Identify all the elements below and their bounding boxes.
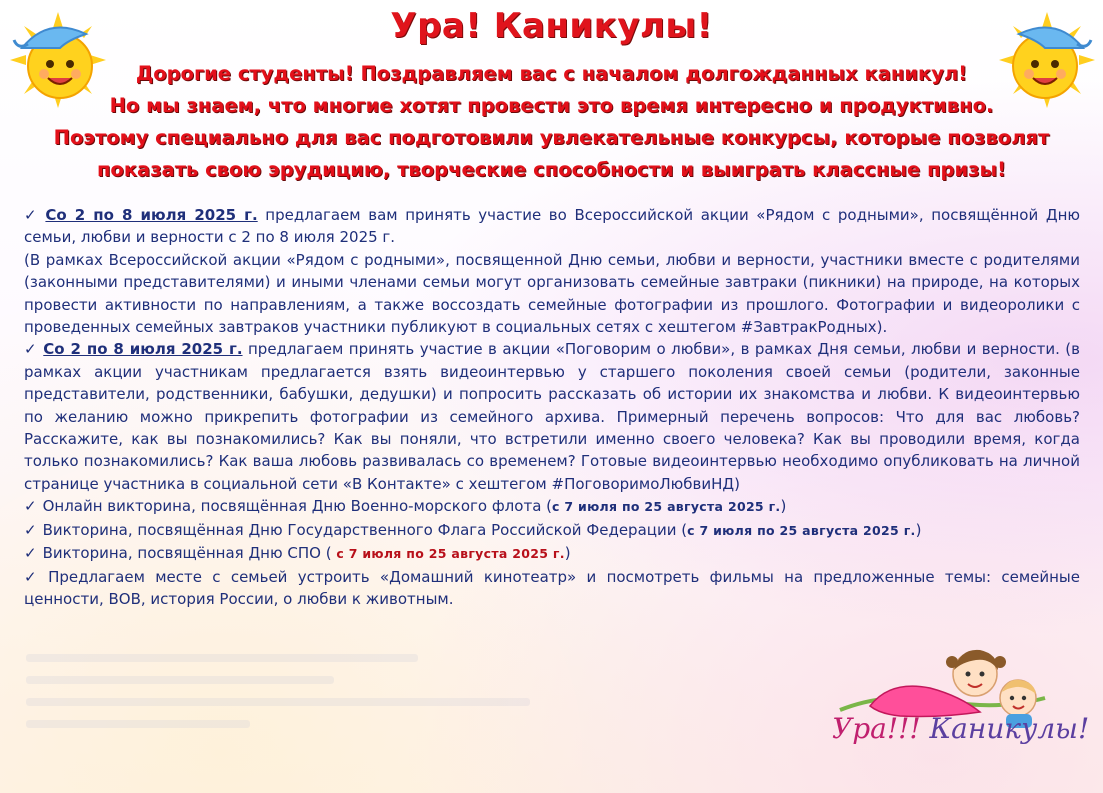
event-text: предлагаем вам принять участие во Всероссийской акции «Рядом с родными», посвящённой Дню семьи, любви и верности с 2 по 8 июля 2025 г. — [24, 206, 1080, 247]
event-dates: с 7 июля по 25 августа 2025 г. — [552, 499, 781, 515]
logo-part-1: Ура!!! — [832, 712, 930, 745]
event-text: Предлагаем месте с семьей устроить «Домашний кинотеатр» и посмотреть фильмы на предложенные темы: семейные ценности, ВОВ, история России, о любви к животным. — [24, 567, 1080, 608]
events-list — [24, 204, 1080, 610]
vacation-logo — [832, 712, 1089, 745]
event-text: Викторина, посвящённая Дню Государственного Флага Российской Федерации ( — [42, 520, 688, 539]
paren: ) — [915, 520, 922, 539]
event-text: Викторина, посвящённая Дню СПО ( — [42, 544, 337, 563]
list-item — [24, 519, 1080, 542]
greeting-line-2: Но мы знаем, что многие хотят провести это время интересно и продуктивно. — [109, 94, 994, 117]
check-mark-icon: ✓ — [24, 567, 43, 586]
greeting-line-1: Дорогие студенты! Поздравляем вас с началом долгожданных каникул! — [135, 62, 968, 85]
list-item — [24, 542, 1080, 565]
event-text: предлагаем принять участие в акции «Поговорим о любви», в рамках Дня семьи, любви и верности. (в рамках акции участникам предлагается взять видеоинтервью у старшего поколения своей семьи (родители, законные представители, родственники, бабушки, дедушки) и попросить рассказать об истории их знакомства и любви. К видеоинтервью по желанию можно прикрепить фотографии из семейного архива. Примерный перечень вопросов: Что для вас любовь? Расскажите, как вы познакомились? Как вы поняли, что встретили именно своего человека? Как вы проводили время, когда только познакомились? Как ваша любовь развивалась со временем? Готовые видеоинтервью необходимо опубликовать на личной странице участника в социальной сети «В Контакте» с хештегом #ПоговоримоЛюбвиНД) — [24, 340, 1081, 493]
check-mark-icon: ✓ — [24, 520, 37, 539]
page-title: Ура! Каникулы! — [390, 6, 713, 46]
check-mark-icon: ✓ — [24, 497, 37, 516]
event-dates: с 7 июля по 25 августа 2025 г. — [687, 522, 916, 538]
event-dates: с 7 июля по 25 августа 2025 г. — [336, 546, 565, 562]
event-date: Со 2 по 8 июля 2025 г. — [43, 340, 243, 359]
event-date: Со 2 по 8 июля 2025 г. — [45, 206, 258, 224]
list-item — [24, 566, 1080, 611]
greeting-line-4: показать свою эрудицию, творческие способности и выиграть классные призы! — [96, 158, 1007, 181]
faded-background-text — [26, 654, 586, 774]
list-item — [24, 204, 1080, 249]
event-text: Онлайн викторина, посвящённая Дню Военно-морского флота ( — [42, 497, 552, 516]
paren: ) — [564, 544, 571, 563]
check-mark-icon: ✓ — [24, 206, 40, 224]
list-item — [24, 495, 1080, 518]
list-item — [24, 338, 1080, 495]
check-mark-icon: ✓ — [24, 340, 38, 359]
check-mark-icon: ✓ — [24, 544, 37, 563]
logo-part-2: Каникулы! — [929, 712, 1090, 745]
event-note: (В рамках Всероссийской акции «Рядом с родными», посвященной Дню семьи, любви и верности, участники вместе с родителями (законными представителями) и иными членами семьи могут организовать семейные завтраки (пикники) на природе, на которых провести активности по направлениям, а также воссоздать семейные фотографии из прошлого. Фотографии и видеоролики с проведенных семейных завтраков участники публикуют в социальных сетях с хештегом #ЗавтракРодных). — [24, 250, 1080, 337]
greeting-line-3: Поэтому специально для вас подготовили увлекательные конкурсы, которые позволят — [53, 126, 1050, 149]
paren: ) — [780, 497, 787, 516]
header — [0, 0, 1103, 190]
